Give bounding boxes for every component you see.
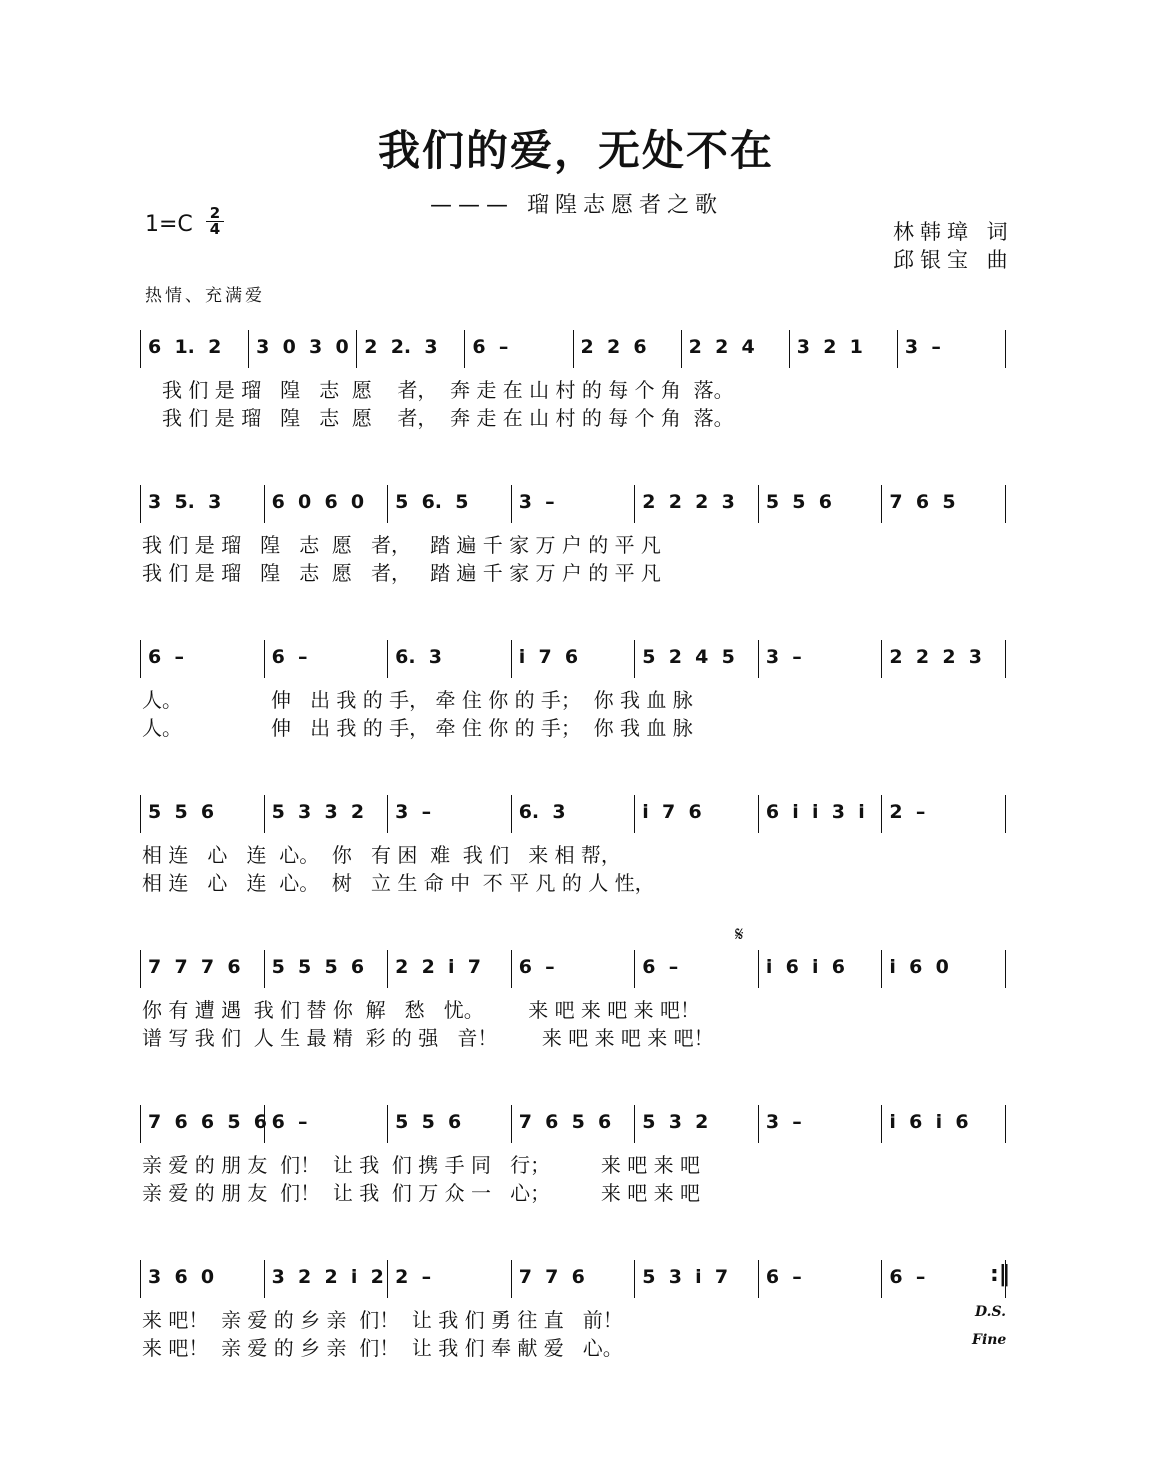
measure: 3 – [518,491,555,513]
barline [758,485,759,523]
barline [881,485,882,523]
barline [511,795,512,833]
score-system [0,793,1152,913]
lyric-line-1: 人。 伸 出 我 的 手， 牵 住 你 的 手； 你 我 血 脉 [142,688,693,712]
measure: 3 5. 3 [148,491,222,513]
measure: 5 2 4 5 [642,646,735,668]
barline [511,1105,512,1143]
measure: 6 i i 3 i [765,801,865,823]
lyric-line-2: 人。 伸 出 我 的 手， 牵 住 你 的 手； 你 我 血 脉 [142,716,693,740]
measure: 5 3 3 2 [271,801,365,823]
measure: 5 3 i 7 [642,1266,729,1288]
barline [573,330,574,368]
measure: 6. 3 [518,801,566,823]
measure: 3 – [765,1111,802,1133]
measure: 7 6 5 [889,491,956,513]
lyric-line-1: 你 有 遭 遇 我 们 替 你 解 愁 忧。 来 吧 来 吧 来 吧！ [142,998,701,1022]
measure: 2 – [395,1266,432,1288]
barline [140,640,141,678]
measure: 3 6 0 [148,1266,215,1288]
barline [758,950,759,988]
lyric-line-2: 谱 写 我 们 人 生 最 精 彩 的 强 音！ 来 吧 来 吧 来 吧！ [142,1026,714,1050]
barline [464,330,465,368]
barline [881,1105,882,1143]
barline [140,330,141,368]
measure: 2 2 4 [688,336,755,358]
barline [897,330,898,368]
barline [387,1105,388,1143]
measure: 6 – [518,956,555,978]
segno-sign: 𝄋 [735,922,744,946]
key-signature: 1=C [145,212,193,237]
fine-label: Fine [972,1332,1007,1348]
measure: 6 0 6 0 [271,491,365,513]
measure: 3 0 3 0 [256,336,349,358]
barline [387,640,388,678]
barline [634,795,635,833]
lyric-line-2: 来 吧！ 亲 爱 的 乡 亲 们！ 让 我 们 奉 献 爱 心。 [142,1336,623,1360]
measure: 6 – [472,336,509,358]
barline [511,485,512,523]
measure: 2 2. 3 [364,336,438,358]
end-repeat-sign: :‖ [990,1262,1010,1287]
barline [1005,640,1006,678]
measure: 3 – [765,646,802,668]
lyric-line-2: 亲 爱 的 朋 友 们！ 让 我 们 万 众 一 心； 来 吧 来 吧 [142,1181,701,1205]
score-system [0,483,1152,603]
barline [1005,330,1006,368]
barline [387,950,388,988]
measure: i 7 6 [642,801,702,823]
barline [140,1260,141,1298]
lyric-line-1: 我 们 是 瑠 隍 志 愿 者， 踏 遍 千 家 万 户 的 平 凡 [142,533,661,557]
barline [634,640,635,678]
barline [511,950,512,988]
barline [758,640,759,678]
barline [356,330,357,368]
measure: 6 – [642,956,679,978]
measure: 6 – [889,1266,926,1288]
measure: 5 5 6 [148,801,215,823]
measure: 5 5 6 [765,491,832,513]
score-system [0,1103,1152,1223]
score-system [0,328,1152,448]
measure: 6. 3 [395,646,443,668]
measure: 5 5 5 6 [271,956,365,978]
barline [881,795,882,833]
barline [681,330,682,368]
measure: i 6 0 [889,956,949,978]
lyric-line-1: 我 们 是 瑠 隍 志 愿 者， 奔 走 在 山 村 的 每 个 角 落。 [162,378,734,402]
measure: 5 5 6 [395,1111,462,1133]
measure: 2 2 2 3 [889,646,982,668]
barline [511,1260,512,1298]
barline [140,950,141,988]
barline [634,485,635,523]
lyricist: 林韩璋 词 [893,220,1014,244]
measure: 7 7 7 6 [148,956,241,978]
barline [758,795,759,833]
measure: 2 2 2 3 [642,491,735,513]
barline [1005,795,1006,833]
time-top: 2 [206,206,224,222]
barline [881,950,882,988]
barline [140,795,141,833]
measure: 3 2 2 i 2 [271,1266,384,1288]
barline [1005,485,1006,523]
barline [387,1260,388,1298]
lyric-line-1: 相 连 心 连 心。 你 有 困 难 我 们 来 相 帮， [142,843,621,867]
score-system [0,638,1152,758]
measure: 2 2 i 7 [395,956,482,978]
barline [264,950,265,988]
barline [264,795,265,833]
barline [264,1260,265,1298]
measure: 7 7 6 [518,1266,585,1288]
barline [634,950,635,988]
measure: i 6 i 6 [765,956,845,978]
barline [1005,950,1006,988]
tempo-marking: 热情、充满爱 [145,286,265,306]
barline [140,485,141,523]
barline [387,485,388,523]
ds-label: D.S. [975,1304,1007,1320]
measure: 6 1. 2 [148,336,222,358]
barline [1005,1105,1006,1143]
measure: 3 2 1 [796,336,863,358]
lyric-line-2: 我 们 是 瑠 隍 志 愿 者， 踏 遍 千 家 万 户 的 平 凡 [142,561,661,585]
barline [248,330,249,368]
barline [264,640,265,678]
barline [758,1260,759,1298]
measure: 6 – [148,646,184,668]
lyric-line-2: 我 们 是 瑠 隍 志 愿 者， 奔 走 在 山 村 的 每 个 角 落。 [162,406,734,430]
barline [264,1105,265,1143]
barline [140,1105,141,1143]
measure: 7 6 6 5 6 [148,1111,268,1133]
barline [881,640,882,678]
measure: 7 6 5 6 [518,1111,612,1133]
measure: 5 3 2 [642,1111,709,1133]
measure: 6 – [271,646,308,668]
barline [264,485,265,523]
measure: 2 – [889,801,926,823]
barline [387,795,388,833]
measure: 3 – [395,801,432,823]
composer: 邱银宝 曲 [893,248,1014,272]
barline [511,640,512,678]
lyric-line-2: 相 连 心 连 心。 树 立 生 命 中 不 平 凡 的 人 性， [142,871,655,895]
measure: i 7 6 [518,646,579,668]
song-title: 我们的爱，无处不在 [377,126,774,175]
measure: 2 2 6 [580,336,647,358]
time-signature [206,206,224,237]
barline [634,1260,635,1298]
barline [881,1260,882,1298]
measure: 6 – [765,1266,802,1288]
measure: i 6 i 6 [889,1111,969,1133]
barline [634,1105,635,1143]
measure: 6 – [271,1111,308,1133]
barline [758,1105,759,1143]
time-bottom: 4 [209,220,221,238]
song-subtitle: ——— 瑠隍志愿者之歌 [430,193,723,218]
lyric-line-1: 亲 爱 的 朋 友 们！ 让 我 们 携 手 同 行； 来 吧 来 吧 [142,1153,701,1177]
measure: 3 – [904,336,941,358]
score-system [0,948,1152,1068]
measure: 5 6. 5 [395,491,469,513]
barline [789,330,790,368]
lyric-line-1: 来 吧！ 亲 爱 的 乡 亲 们！ 让 我 们 勇 往 直 前！ [142,1308,623,1332]
